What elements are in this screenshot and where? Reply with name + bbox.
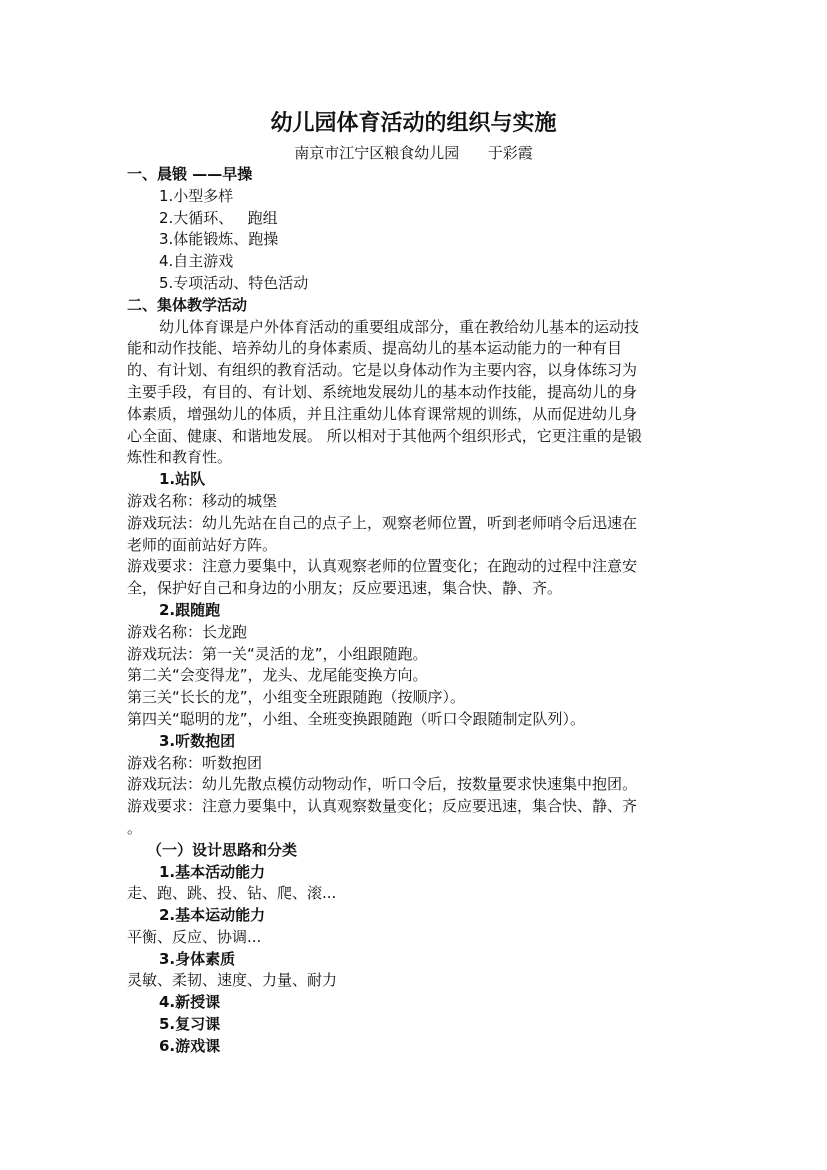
game-line: 第三关“长长的龙”，小组变全班跟随跑（按顺序）。 xyxy=(127,688,466,707)
document-author: 南京市江宁区粮食幼儿园 于彩霞 xyxy=(294,144,533,162)
category-text: 平衡、反应、协调... xyxy=(127,927,262,946)
game-heading: 3.听数抱团 xyxy=(159,731,236,750)
list-item: 1.小型多样 xyxy=(159,186,234,205)
category-text: 走、跑、跳、投、钻、爬、滚... xyxy=(127,884,337,903)
subsection-heading: （一）设计思路和分类 xyxy=(147,840,298,859)
list-item: 4.自主游戏 xyxy=(159,252,234,271)
lesson-type: 4.新授课 xyxy=(159,993,221,1012)
section-heading: 二、集体教学活动 xyxy=(127,295,248,314)
category-heading: 1.基本活动能力 xyxy=(159,862,266,881)
game-line: 老师的面前站好方阵。 xyxy=(127,535,278,554)
lesson-type: 6.游戏课 xyxy=(159,1036,221,1055)
game-line: 游戏名称：移动的城堡 xyxy=(127,491,278,510)
paragraph-line: 能和动作技能、培养幼儿的身体素质、提高幼儿的基本运动能力的一种有目 xyxy=(127,339,623,358)
game-line: 游戏名称：长龙跑 xyxy=(127,622,248,641)
game-line: 全，保护好自己和身边的小朋友；反应要迅速，集合快、静、齐。 xyxy=(127,579,563,598)
document-title: 幼儿园体育活动的组织与实施 xyxy=(270,110,557,136)
category-heading: 3.身体素质 xyxy=(159,949,236,968)
paragraph-line: 主要手段，有目的、有计划、系统地发展幼儿的基本动作技能，提高幼儿的身 xyxy=(127,382,638,401)
game-heading: 2.跟随跑 xyxy=(159,600,221,619)
paragraph-line: 的、有计划、有组织的教育活动。它是以身体动作为主要内容，以身体练习为 xyxy=(127,361,638,380)
category-heading: 2.基本运动能力 xyxy=(159,906,266,925)
paragraph-line: 心全面、健康、和谐地发展。 所以相对于其他两个组织形式，它更注重的是锻 xyxy=(127,426,642,445)
game-line: 游戏要求：注意力要集中，认真观察数量变化；反应要迅速，集合快、静、齐 xyxy=(127,797,638,816)
category-text: 灵敏、柔韧、速度、力量、耐力 xyxy=(127,971,338,990)
paragraph-line: 炼性和教育性。 xyxy=(127,448,233,467)
game-line: 游戏玩法：幼儿先站在自己的点子上，观察老师位置，听到老师哨令后迅速在 xyxy=(127,513,638,532)
paragraph-line: 幼儿体育课是户外体育活动的重要组成部分，重在教给幼儿基本的运动技 xyxy=(159,317,640,336)
game-line: 游戏玩法：幼儿先散点模仿动物动作，听口令后，按数量要求快速集中抱团。 xyxy=(127,775,638,794)
list-item: 3.体能锻炼、跑操 xyxy=(159,230,279,249)
game-line: 。 xyxy=(127,818,143,837)
game-line: 游戏玩法：第一关“灵活的龙”，小组跟随跑。 xyxy=(127,644,428,663)
paragraph-line: 体素质，增强幼儿的体质，并且注重幼儿体育课常规的训练，从而促进幼儿身 xyxy=(127,404,638,423)
list-item: 5.专项活动、特色活动 xyxy=(159,273,309,292)
game-line: 第二关“会变得龙”，龙头、龙尾能变换方向。 xyxy=(127,666,428,685)
list-item: 2.大循环、 跑组 xyxy=(159,208,278,227)
game-line: 游戏名称：听数抱团 xyxy=(127,753,263,772)
document-body xyxy=(127,164,702,1058)
game-line: 游戏要求：注意力要集中，认真观察老师的位置变化；在跑动的过程中注意安 xyxy=(127,557,638,576)
section-heading: 一、晨锻 ——早操 xyxy=(127,165,253,183)
lesson-type: 5.复习课 xyxy=(159,1015,221,1034)
game-line: 第四关“聪明的龙”，小组、全班变换跟随跑（听口令跟随制定队列）。 xyxy=(127,709,586,728)
game-heading: 1.站队 xyxy=(159,470,206,489)
